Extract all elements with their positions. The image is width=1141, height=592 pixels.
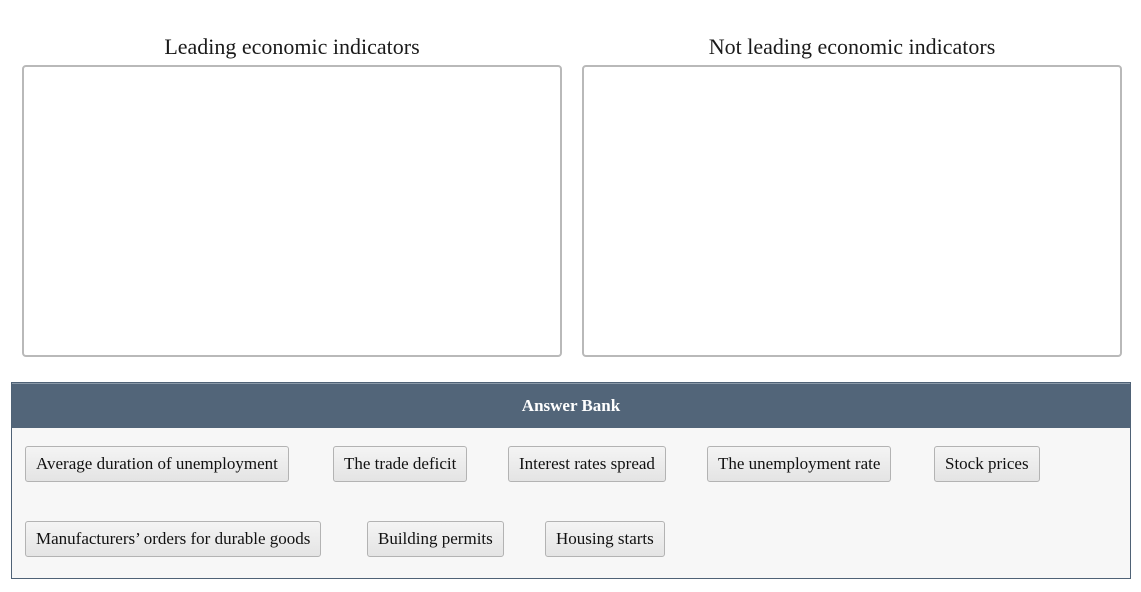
zone-title-leading: Leading economic indicators	[164, 34, 420, 59]
chip-building-permits[interactable]: Building permits	[367, 521, 504, 557]
zone-title-not-leading: Not leading economic indicators	[708, 34, 996, 59]
chip-manufacturers-orders-durable-goods[interactable]: Manufacturers’ orders for durable goods	[25, 521, 321, 557]
answer-bank	[11, 382, 1131, 579]
drop-zone-leading[interactable]	[22, 65, 562, 357]
chip-average-duration-of-unemployment[interactable]: Average duration of unemployment	[25, 446, 289, 482]
chip-housing-starts[interactable]: Housing starts	[545, 521, 665, 557]
chip-interest-rates-spread[interactable]: Interest rates spread	[508, 446, 666, 482]
chip-trade-deficit[interactable]: The trade deficit	[333, 446, 467, 482]
chip-unemployment-rate[interactable]: The unemployment rate	[707, 446, 891, 482]
drop-zone-not-leading[interactable]	[582, 65, 1122, 357]
chip-stock-prices[interactable]: Stock prices	[934, 446, 1040, 482]
answer-bank-header: Answer Bank	[12, 383, 1130, 428]
